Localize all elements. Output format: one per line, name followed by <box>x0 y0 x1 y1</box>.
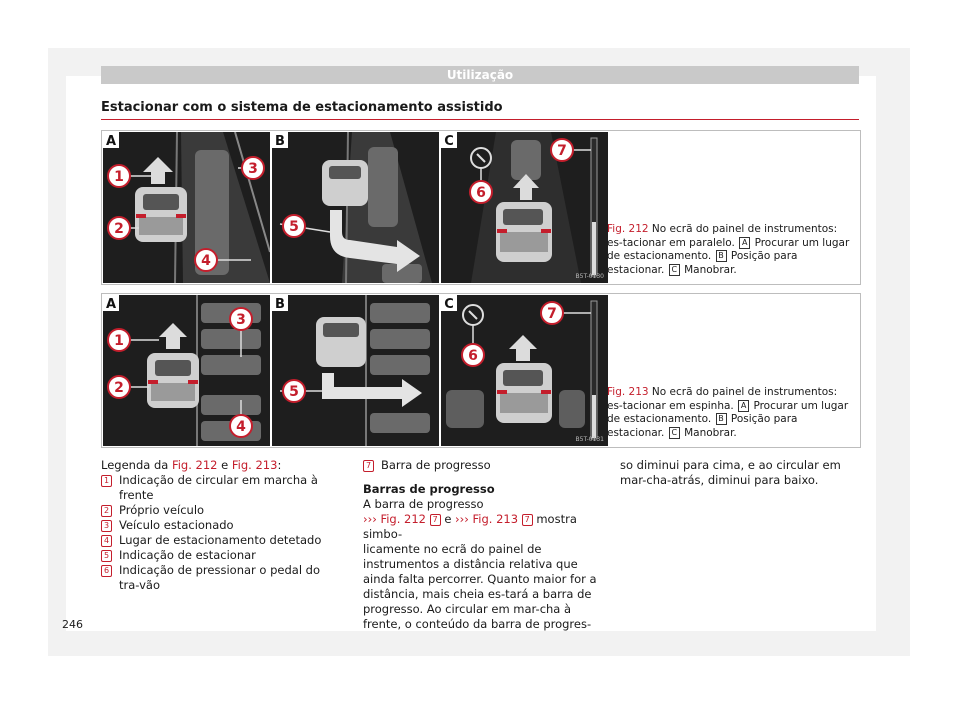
figure-code: B5T-0131 <box>575 436 604 443</box>
progress-continued: so diminui para cima, e ao circular em mar-cha-atrás, diminui para baixo. <box>620 458 841 487</box>
legend-text: Indicação de circular em marcha à frente <box>119 473 318 502</box>
legend-item <box>363 458 603 473</box>
callout-1: 1 <box>114 169 124 185</box>
caption-a-text: Procurar um lugar de estacionamento. <box>607 399 849 425</box>
letter-box-b: B <box>716 413 727 425</box>
legend-item <box>101 548 341 563</box>
figure-caption <box>607 223 852 277</box>
panel-a <box>103 132 270 283</box>
fig-212-link[interactable]: Fig. 212 <box>171 458 218 472</box>
callout-7: 7 <box>547 306 557 322</box>
callout-3: 3 <box>248 161 258 177</box>
figure-213 <box>101 293 861 448</box>
panel-letter-c: C <box>444 297 454 312</box>
panel-c <box>441 295 608 446</box>
legend-intro: Legenda da Fig. 212 e Fig. 213: <box>101 458 282 472</box>
panel-letter-a: A <box>105 297 117 312</box>
legend-item <box>101 518 341 533</box>
panel-letter-b: B <box>275 297 285 312</box>
legend-text: Lugar de estacionamento detetado <box>119 533 322 547</box>
panel-b <box>272 295 439 446</box>
legend-text: Próprio veículo <box>119 503 205 517</box>
legend-number: 7 <box>363 460 374 472</box>
letter-box-c: C <box>669 427 680 439</box>
page-title: Estacionar com o sistema de estacionamento assistido <box>101 100 503 115</box>
section-heading: Barras de progresso <box>363 482 495 496</box>
figure-caption <box>607 386 852 440</box>
legend-text: Barra de progresso <box>381 458 491 472</box>
caption-c-text: Manobrar. <box>684 426 737 439</box>
legend-number: 1 <box>101 475 112 487</box>
progress-body: licamente no ecrã do painel de instrumentos a distância relativa que ainda falta percorrer. Quanto maior for a distância, mais cheia es-tará a barra de progresso. Ao circular em mar-cha à frente, o conteúdo da barra de progres- <box>363 542 597 631</box>
letter-box-c: C <box>669 264 680 276</box>
title-divider <box>101 119 859 120</box>
fig-213-ref-link[interactable]: ››› Fig. 213 <box>455 512 519 526</box>
callout-4: 4 <box>236 419 246 435</box>
figure-label: Fig. 213 <box>607 386 649 398</box>
page-number: 246 <box>62 618 83 631</box>
callout-6: 6 <box>468 348 478 364</box>
legend-item <box>101 563 341 593</box>
panel-letter-c: C <box>444 134 454 149</box>
caption-c-text: Manobrar. <box>684 263 737 276</box>
progress-column <box>363 458 603 632</box>
caption-b-text: Posição para estacionar. <box>607 250 798 276</box>
legend-item <box>101 503 341 518</box>
fig-213-link[interactable]: Fig. 213 <box>231 458 278 472</box>
legend-item <box>101 473 341 503</box>
legend-number: 5 <box>101 550 112 562</box>
caption-a-text: Procurar um lugar de estacionamento. <box>607 236 850 262</box>
section-header: Utilização <box>101 66 859 84</box>
caption-text: No ecrã do painel de instrumentos: es-tacionar em paralelo. <box>607 223 838 249</box>
ref-number: 7 <box>430 514 441 526</box>
callout-6: 6 <box>476 185 486 201</box>
continued-column <box>620 458 856 488</box>
callout-5: 5 <box>289 219 299 235</box>
panel-b <box>272 132 439 283</box>
panel-letter-a: A <box>105 134 117 149</box>
legend-column <box>101 458 341 593</box>
figure-code: B5T-0130 <box>575 273 604 280</box>
legend-text: Veículo estacionado <box>119 518 234 532</box>
panel-letter-b: B <box>275 134 285 149</box>
legend-number: 3 <box>101 520 112 532</box>
legend-text: Indicação de estacionar <box>119 548 256 562</box>
callout-2: 2 <box>114 380 124 396</box>
callout-2: 2 <box>114 221 124 237</box>
figure-label: Fig. 212 <box>607 223 649 235</box>
legend-number: 2 <box>101 505 112 517</box>
ref-number: 7 <box>522 514 533 526</box>
progress-refs: ››› Fig. 212 7 e ››› Fig. 213 7 mostra simbo- <box>363 512 577 541</box>
letter-box-b: B <box>716 250 727 262</box>
callout-3: 3 <box>236 312 246 328</box>
legend-item <box>101 533 341 548</box>
legend-number: 6 <box>101 565 112 577</box>
legend-text: Indicação de pressionar o pedal do tra-vão <box>119 563 321 592</box>
panel-a <box>103 295 270 446</box>
callout-4: 4 <box>201 253 211 269</box>
callout-5: 5 <box>289 384 299 400</box>
callout-7: 7 <box>557 143 567 159</box>
progress-line-1: A barra de progresso <box>363 497 484 511</box>
panel-c <box>441 132 608 283</box>
caption-text: No ecrã do painel de instrumentos: es-tacionar em espinha. <box>607 386 838 412</box>
callout-1: 1 <box>114 333 124 349</box>
caption-b-text: Posição para estacionar. <box>607 413 798 439</box>
figure-212 <box>101 130 861 285</box>
letter-box-a: A <box>738 400 749 412</box>
fig-212-ref-link[interactable]: ››› Fig. 212 <box>363 512 426 526</box>
letter-box-a: A <box>739 237 750 249</box>
legend-number: 4 <box>101 535 112 547</box>
